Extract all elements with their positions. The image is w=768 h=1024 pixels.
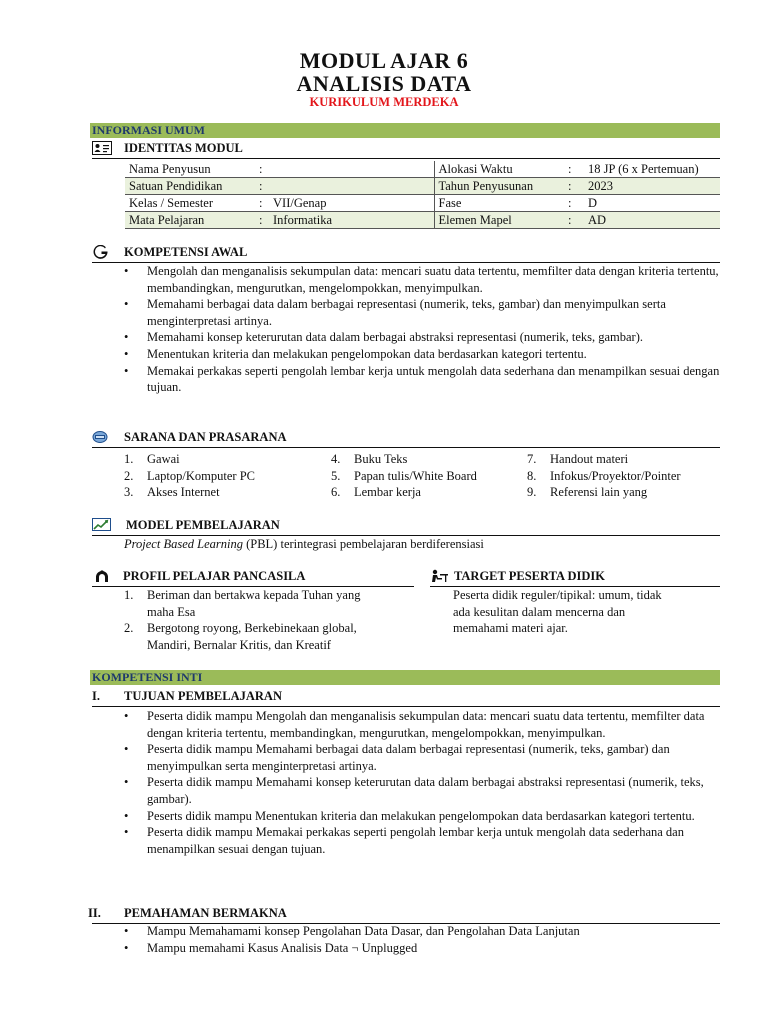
target-text [453,587,662,637]
sarana-list-col3 [527,451,681,501]
sarana-list-col2 [331,451,477,501]
id-card-icon [92,141,112,155]
document-title: MODUL AJAR 6 [299,48,469,73]
cell-label: Tahun Penyusunan [434,178,564,195]
list-item: • Peserts didik mampu Menentukan kriteria dan melakukan pengelompokan data berdasarkan kategori tertentu. [124,808,720,825]
cell-label: Alokasi Waktu [434,161,564,178]
table-row [125,161,720,178]
profil-heading [92,568,414,587]
list-item: • Peserta didik mampu Memahami berbagai data dalam berbagai representasi (numerik, teks, gambar) dan menyimpulkan serta menginterpretasi artinya. [124,741,720,774]
target-line: ada kesulitan dalam mencerna dan [453,604,626,619]
cell-colon: : [568,195,572,210]
tujuan-number: I. [92,689,100,703]
list-item: 1. Gawai [124,452,180,466]
list-item: • Peserta didik mampu Mengolah dan menganalisis sekumpulan data: mencari suatu data tertentu, memfilter data dengan kriteria tertentu, membandingkan, mengurutkan, mengelompokkan, menyimpulkan. [124,708,720,741]
informasi-umum-band: INFORMASI UMUM [90,123,720,138]
list-item: Mandiri, Bernalar Kritis, dan Kreatif [147,637,331,652]
model-rest: (PBL) terintegrasi pembelajaran berdiferensiasi [242,537,484,551]
cell-label: Elemen Mapel [434,212,564,229]
cell-colon: : [564,178,584,195]
target-heading [430,568,720,587]
pemahaman-number: II. [88,906,101,920]
pancasila-icon [92,569,112,583]
kompetensi-awal-title: KOMPETENSI AWAL [124,245,248,259]
list-item: 2. Bergotong royong, Berkebinekaan global, [124,621,357,636]
cell-colon: : [564,212,584,229]
list-item: 4. Buku Teks [331,452,408,466]
list-item: • Peserta didik mampu Memahami konsep keterurutan data dalam berbagai abstraksi representasi (numerik, teks, gambar). [124,774,720,807]
cell-value [269,161,434,178]
list-item: • Mampu Memahamami konsep Pengolahan Data Dasar, dan Pengolahan Data Lanjutan [124,923,720,940]
cell-label: Satuan Pendidikan [125,178,255,195]
identitas-table [125,161,720,229]
kompetensi-inti-band: KOMPETENSI INTI [90,670,720,685]
cell-label: Fase [434,195,564,212]
list-item: maha Esa [147,604,196,619]
list-item: 2. Laptop/Komputer PC [124,468,255,483]
tujuan-list [124,708,720,857]
list-item: • Memahami konsep keterurutan data dalam berbagai abstraksi representasi (numerik, teks, gambar). [124,329,720,346]
chart-board-icon [92,518,112,532]
tujuan-heading [92,688,720,707]
model-heading [92,517,720,536]
g-logo-icon [92,245,112,259]
list-item: 1. Beriman dan bertakwa kepada Tuhan yang [124,588,361,602]
model-italic: Project Based Learning [124,537,243,551]
cell-label: Nama Penyusun [129,161,211,176]
cell-value: VII/Genap [273,195,327,210]
model-text [124,536,484,553]
profil-list [124,587,360,653]
list-item: • Menentukan kriteria dan melakukan pengelompokan data berdasarkan kategori tertentu. [124,346,720,363]
list-item: 7. Handout materi [527,452,629,466]
cell-value: 18 JP (6 x Pertemuan) [588,161,699,176]
cell-colon: : [568,161,572,176]
identitas-modul-heading [92,140,720,159]
model-title: MODEL PEMBELAJARAN [126,518,280,532]
sarana-list-col1 [124,451,255,501]
pemahaman-list [124,923,720,956]
target-title: TARGET PESERTA DIDIK [454,569,605,583]
cell-value: 2023 [584,178,720,195]
table-row [125,212,720,229]
list-item: 9. Referensi lain yang [527,485,648,500]
list-item: • Mampu memahami Kasus Analisis Data ¬ Unplugged [124,940,720,957]
list-item: • Memahami berbagai data dalam berbagai representasi (numerik, teks, gambar) dan menyimpulkan serta menginterpretasi artinya. [124,296,720,329]
list-item: 5. Papan tulis/White Board [331,468,477,483]
curriculum-label: KURIKULUM MERDEKA [309,95,459,109]
tujuan-title: TUJUAN PEMBELAJARAN [124,689,282,703]
kompetensi-awal-heading [92,244,720,263]
list-item: 3. Akses Internet [124,485,220,500]
cell-colon: : [259,195,263,210]
sarana-heading [92,429,720,448]
list-item: • Peserta didik mampu Memakai perkakas seperti pengolah lembar kerja untuk mengolah data sederhana dan menampilkan sesuai dengan tujuan. [124,824,720,857]
pemahaman-title: PEMAHAMAN BERMAKNA [124,906,287,920]
pemahaman-heading [88,905,720,924]
cell-value: Informatika [269,212,434,229]
list-item: • Memakai perkakas seperti pengolah lembar kerja untuk mengolah data sederhana dan menampilkan sesuai dengan tujuan. [124,363,720,396]
list-item: 6. Lembar kerja [331,485,421,500]
identitas-modul-title: IDENTITAS MODUL [124,141,243,155]
cell-value: D [588,195,598,210]
target-line: Peserta didik reguler/tipikal: umum, tidak [453,588,662,602]
student-desk-icon [430,569,450,583]
list-item: 8. Infokus/Proyektor/Pointer [527,468,681,483]
profil-title: PROFIL PELAJAR PANCASILA [123,569,306,583]
cell-colon: : [255,178,269,195]
cell-label: Kelas / Semester [129,195,214,210]
list-item: • Mengolah dan menganalisis sekumpulan data: mencari suatu data tertentu, memfilter data dengan kriteria tertentu, membandingkan, mengurutkan, mengelompokkan, menyimpulkan. [124,263,720,296]
target-line: memahami materi ajar. [453,621,568,636]
cell-colon: : [259,161,263,176]
cell-colon: : [255,212,269,229]
document-subject: ANALISIS DATA [296,71,472,96]
table-row [125,195,720,212]
cell-label: Mata Pelajaran [125,212,255,229]
cell-value: AD [584,212,720,229]
kompetensi-awal-list [124,263,720,396]
cell-value [269,178,434,195]
classroom-icon [92,430,112,444]
sarana-title: SARANA DAN PRASARANA [124,430,287,444]
table-row [125,178,720,195]
